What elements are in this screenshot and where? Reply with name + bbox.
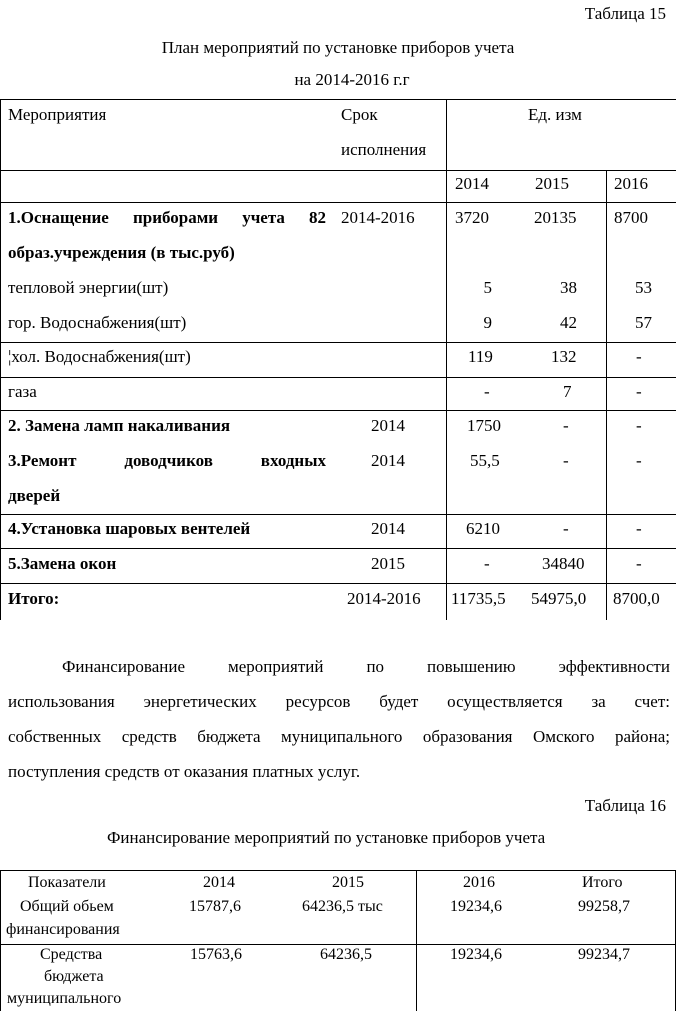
row3-2014: 9	[483, 313, 492, 332]
t16-row2-2016: 19234,6	[450, 946, 502, 963]
table15-title-line2: на 2014-2016 г.г	[294, 70, 410, 89]
row7-2014: 55,5	[470, 451, 500, 470]
row7-term: 2014	[371, 451, 405, 470]
row1-label-line2: образ.учреждения (в тыс.руб)	[8, 243, 235, 262]
row6-2014: 1750	[467, 416, 501, 435]
row1-2014: 3720	[455, 208, 489, 227]
t16-row1-total: 99258,7	[578, 898, 630, 915]
row5-label: газа	[8, 382, 37, 401]
total-term: 2014-2016	[347, 589, 421, 608]
row9-label: 5.Замена окон	[8, 554, 117, 573]
row1-term: 2014-2016	[341, 208, 415, 227]
row7-label-line2: дверей	[8, 486, 61, 505]
paragraph-line3: собственных средств бюджета муниципального образования Омского района;	[8, 727, 670, 746]
row6-2015: -	[563, 416, 569, 435]
row7-2016: -	[636, 451, 642, 470]
row4-2016: -	[636, 347, 642, 366]
header-unit: Ед. изм	[528, 105, 582, 124]
t16-row1-label-line2: финансирования	[6, 921, 120, 938]
row2-label: тепловой энергии(шт)	[8, 278, 169, 297]
t16-row2-2015: 64236,5	[320, 946, 372, 963]
table15-title-line1: План мероприятий по установке приборов учета	[161, 38, 515, 57]
row3-2015: 42	[560, 313, 577, 332]
t16-row2-label-line3: муниципального	[7, 990, 122, 1007]
total-2015: 54975,0	[531, 589, 587, 608]
t16-row1-2014: 15787,6	[189, 898, 241, 915]
row6-term: 2014	[371, 416, 405, 435]
t16-header-2014: 2014	[203, 874, 235, 891]
row4-2015: 132	[551, 347, 577, 366]
t16-row2-label-line1: Средства	[40, 946, 103, 963]
row3-2016: 57	[635, 313, 652, 332]
row4-2014: 119	[468, 347, 493, 366]
t16-row2-label-line2: бюджета	[44, 968, 104, 985]
row4-label: ¦хол. Водоснабжения(шт)	[8, 347, 191, 366]
t16-row2-total: 99234,7	[578, 946, 630, 963]
t16-row1-label-line1: Общий обьем	[20, 898, 114, 915]
table16-title: Финансирование мероприятий по установке приборов учета	[107, 828, 546, 847]
t16-row1-2016: 19234,6	[450, 898, 502, 915]
row7-label-line1: 3.Ремонт доводчиков входных	[8, 451, 326, 470]
paragraph-line4: поступления средств от оказания платных услуг.	[8, 762, 361, 781]
t16-header-indicator: Показатели	[28, 874, 106, 891]
row1-2016: 8700	[614, 208, 648, 227]
total-2014: 11735,5	[451, 589, 506, 608]
header-term-line2: исполнения	[341, 140, 427, 159]
t16-row1-2015: 64236,5 тыс	[302, 898, 383, 915]
row5-2016: -	[636, 382, 642, 401]
t16-header-2015: 2015	[332, 874, 364, 891]
row6-2016: -	[636, 416, 642, 435]
paragraph-line2: использования энергетических ресурсов будет осуществляется за счет:	[8, 692, 670, 711]
total-label: Итого:	[8, 589, 60, 608]
row2-2015: 38	[560, 278, 577, 297]
t16-header-total: Итого	[582, 874, 623, 891]
row8-2016: -	[636, 519, 642, 538]
row8-2015: -	[563, 519, 569, 538]
t16-row2-2014: 15763,6	[190, 946, 242, 963]
row1-label-line1: 1.Оснащение приборами учета 82	[8, 208, 326, 227]
header-term-line1: Срок	[341, 105, 378, 124]
header-year-2014: 2014	[455, 174, 489, 193]
row5-2015: 7	[563, 382, 572, 401]
table15-caption: Таблица 15	[584, 4, 666, 23]
header-activities: Мероприятия	[8, 105, 107, 124]
paragraph-line1: Финансирование мероприятий по повышению эффективности	[62, 657, 670, 676]
row7-2015: -	[563, 451, 569, 470]
row8-2014: 6210	[466, 519, 500, 538]
row8-term: 2014	[371, 519, 405, 538]
row5-2014: -	[484, 382, 490, 401]
header-year-2016: 2016	[614, 174, 648, 193]
row3-label: гор. Водоснабжения(шт)	[8, 313, 187, 332]
row8-label: 4.Установка шаровых вентелей	[8, 519, 251, 538]
row9-2014: -	[484, 554, 490, 573]
row6-label: 2. Замена ламп накаливания	[8, 416, 231, 435]
header-year-2015: 2015	[535, 174, 569, 193]
row9-term: 2015	[371, 554, 405, 573]
row2-2016: 53	[635, 278, 652, 297]
row2-2014: 5	[483, 278, 492, 297]
row9-2015: 34840	[542, 554, 585, 573]
total-2016: 8700,0	[613, 589, 660, 608]
row1-2015: 20135	[534, 208, 577, 227]
row9-2016: -	[636, 554, 642, 573]
table16-caption: Таблица 16	[584, 796, 666, 815]
t16-header-2016: 2016	[463, 874, 495, 891]
